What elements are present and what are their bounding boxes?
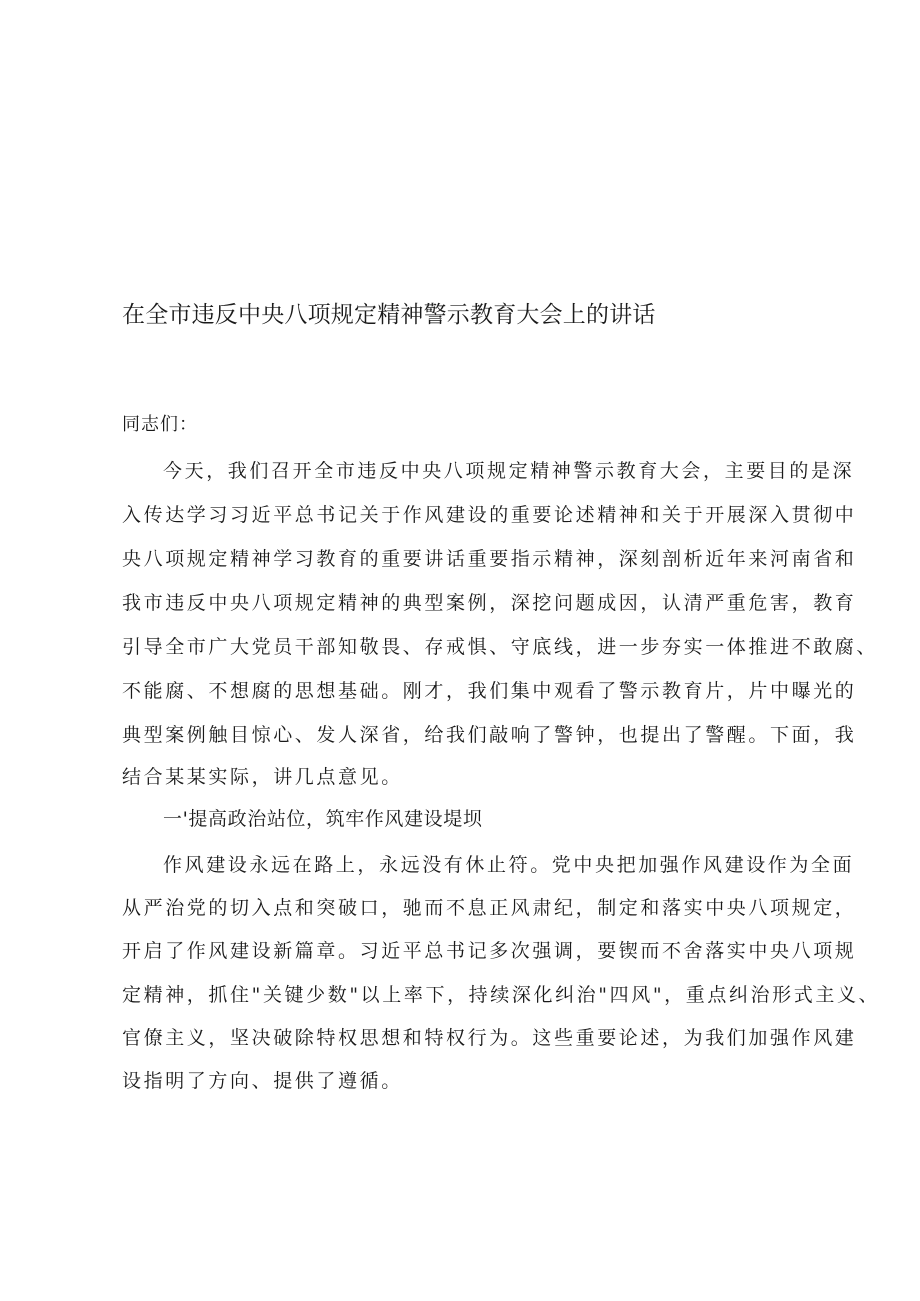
paragraph-line: 今天，我们召开全市违反中央八项规定精神警示教育大会，主要目的是深 <box>163 460 855 482</box>
paragraph-line: 作风建设永远在路上，永远没有休止符。党中央把加强作风建设作为全面 <box>163 854 855 876</box>
paragraph-line: 设指明了方向、提供了遵循。 <box>122 1070 403 1092</box>
paragraph-line: 引导全市广大党员干部知敬畏、存戒惧、守底线，进一步夯实一体推进不敢腐、 <box>122 636 879 658</box>
paragraph-line: 不能腐、不想腐的思想基础。刚才，我们集中观看了警示教育片，片中曝光的 <box>122 680 857 702</box>
salutation: 同志们： <box>122 414 198 435</box>
paragraph-line: 央八项规定精神学习教育的重要讲话重要指示精神，深刻剖析近年来河南省和 <box>122 548 857 570</box>
paragraph-line: 开启了作风建设新篇章。习近平总书记多次强调，要锲而不舍落实中央八项规 <box>122 940 857 962</box>
paragraph-line: 我市违反中央八项规定精神的典型案例，深挖问题成因，认清严重危害，教育 <box>122 592 857 614</box>
paragraph-line: 定精神，抓住"关键少数"以上率下，持续深化纠治"四风"，重点纠治形式主义、 <box>122 984 881 1006</box>
paragraph-line: 结合某某实际，讲几点意见。 <box>122 766 403 788</box>
paragraph-line: 典型案例触目惊心、发人深省，给我们敲响了警钟，也提出了警醒。下面，我 <box>122 724 857 746</box>
paragraph-line: 入传达学习习近平总书记关于作风建设的重要论述精神和关于开展深入贯彻中 <box>122 504 857 526</box>
section-heading: 一'提高政治站位，筑牢作风建设堤坝 <box>163 808 483 830</box>
document-title: 在全市违反中央八项规定精神警示教育大会上的讲话 <box>122 302 656 328</box>
paragraph-line: 官僚主义，坚决破除特权思想和特权行为。这些重要论述，为我们加强作风建 <box>122 1027 857 1049</box>
paragraph-line: 从严治党的切入点和突破口，驰而不息正风肃纪，制定和落实中央八项规定， <box>122 897 857 919</box>
